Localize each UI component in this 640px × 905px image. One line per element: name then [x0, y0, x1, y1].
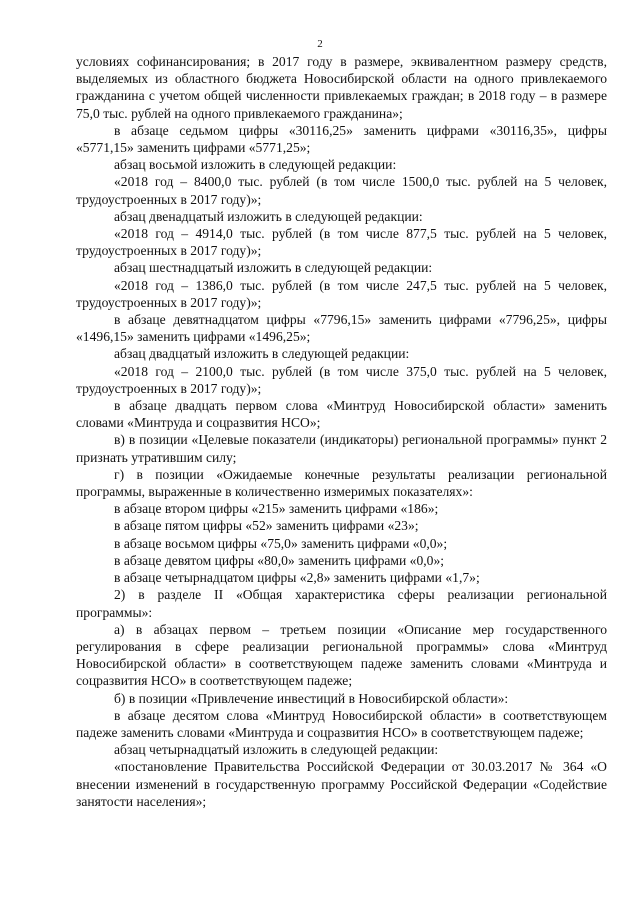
- paragraph-abzac-fourteenth: в абзаце четырнадцатом цифры «2,8» заменить цифрами «1,7»;: [114, 570, 480, 586]
- paragraph-item-b: б) в позиции «Привлечение инвестиций в Новосибирской области»:: [114, 690, 509, 706]
- paragraph-20th-abzac-text: «2018 год – 2100,0 тыс. рублей (в том числе 375,0 тыс. рублей на 5 человек, трудоустроенных в 2017 году)»;: [76, 363, 607, 396]
- paragraph-abzac-eighth: в абзаце восьмом цифры «75,0» заменить цифрами «0,0»;: [114, 535, 448, 551]
- paragraph-7th-abzac-figures: в абзаце седьмом цифры «30116,25» заменить цифрами «30116,35», цифры «5771,15» заменить цифрами «5771,25»;: [76, 122, 607, 156]
- document-body: [76, 53, 607, 810]
- paragraph-12th-abzac-text: «2018 год – 4914,0 тыс. рублей (в том числе 877,5 тыс. рублей на 5 человек, трудоустроенных в 2017 году)»;: [76, 226, 607, 259]
- paragraph-continuation: условиях софинансирования; в 2017 году в размере, эквивалентном размеру средств, выделяемых из областного бюджета Новосибирской области на одного привлекаемого гражданина с учетом общей численности привлекаемых граждан; в 2018 году – в размере 75,0 тыс. рублей на одного привлекаемого гражданина»;: [76, 54, 607, 121]
- paragraph-abzac-ninth: в абзаце девятом цифры «80,0» заменить цифрами «0,0»;: [114, 552, 445, 568]
- paragraph-item-v: в) в позиции «Целевые показатели (индикаторы) региональной программы» пункт 2 признать утратившим силу;: [76, 432, 607, 465]
- paragraph-8th-abzac-text: «2018 год – 8400,0 тыс. рублей (в том числе 1500,0 тыс. рублей на 5 человек, трудоустроенных в 2017 году)»;: [76, 174, 607, 207]
- paragraph-item-a: а) в абзацах первом – третьем позиции «Описание мер государственного регулирования в сфере реализации региональной программы» слова «Минтруд Новосибирской области» в соответствующем падеже заменить словами «Минтруда и соцразвития НСО» в соответствующем падеже;: [76, 621, 607, 689]
- paragraph-16th-abzac-text: «2018 год – 1386,0 тыс. рублей (в том числе 247,5 тыс. рублей на 5 человек, трудоустроенных в 2017 году)»;: [76, 277, 607, 310]
- paragraph-item-g: г) в позиции «Ожидаемые конечные результаты реализации региональной программы, выраженные в количественно измеримых показателях»:: [76, 466, 607, 500]
- paragraph-abzac-fifth: в абзаце пятом цифры «52» заменить цифрами «23»;: [114, 518, 419, 534]
- paragraph-decree-quote: «постановление Правительства Российской Федерации от 30.03.2017 № 364 «О внесении изменений в государственную программу Российской Федерации «Содействие занятости населения»;: [76, 759, 607, 809]
- paragraph-8th-abzac-heading: абзац восьмой изложить в следующей редакции:: [114, 157, 397, 173]
- paragraph-section-2: 2) в разделе II «Общая характеристика сферы реализации региональной программы»:: [76, 587, 607, 620]
- paragraph-19th-abzac-figures: в абзаце девятнадцатом цифры «7796,15» заменить цифрами «7796,25», цифры «1496,15» заменить цифрами «1496,25»;: [76, 312, 607, 345]
- page-number: 2: [317, 38, 323, 50]
- paragraph-abzac-fourteenth-heading: абзац четырнадцатый изложить в следующей редакции:: [114, 742, 439, 758]
- paragraph-abzac-tenth: в абзаце десятом слова «Минтруд Новосибирской области» в соответствующем падеже заменить словами «Минтруда и соцразвития НСО» в соответствующем падеже;: [76, 707, 607, 740]
- paragraph-12th-abzac-heading: абзац двенадцатый изложить в следующей редакции:: [114, 208, 423, 224]
- paragraph-20th-abzac-heading: абзац двадцатый изложить в следующей редакции:: [114, 346, 410, 362]
- paragraph-abzac-second: в абзаце втором цифры «215» заменить цифрами «186»;: [114, 501, 439, 517]
- paragraph-16th-abzac-heading: абзац шестнадцатый изложить в следующей редакции:: [114, 260, 433, 276]
- paragraph-21st-abzac-words: в абзаце двадцать первом слова «Минтруд Новосибирской области» заменить словами «Минтруда и соцразвития НСО»;: [76, 398, 607, 431]
